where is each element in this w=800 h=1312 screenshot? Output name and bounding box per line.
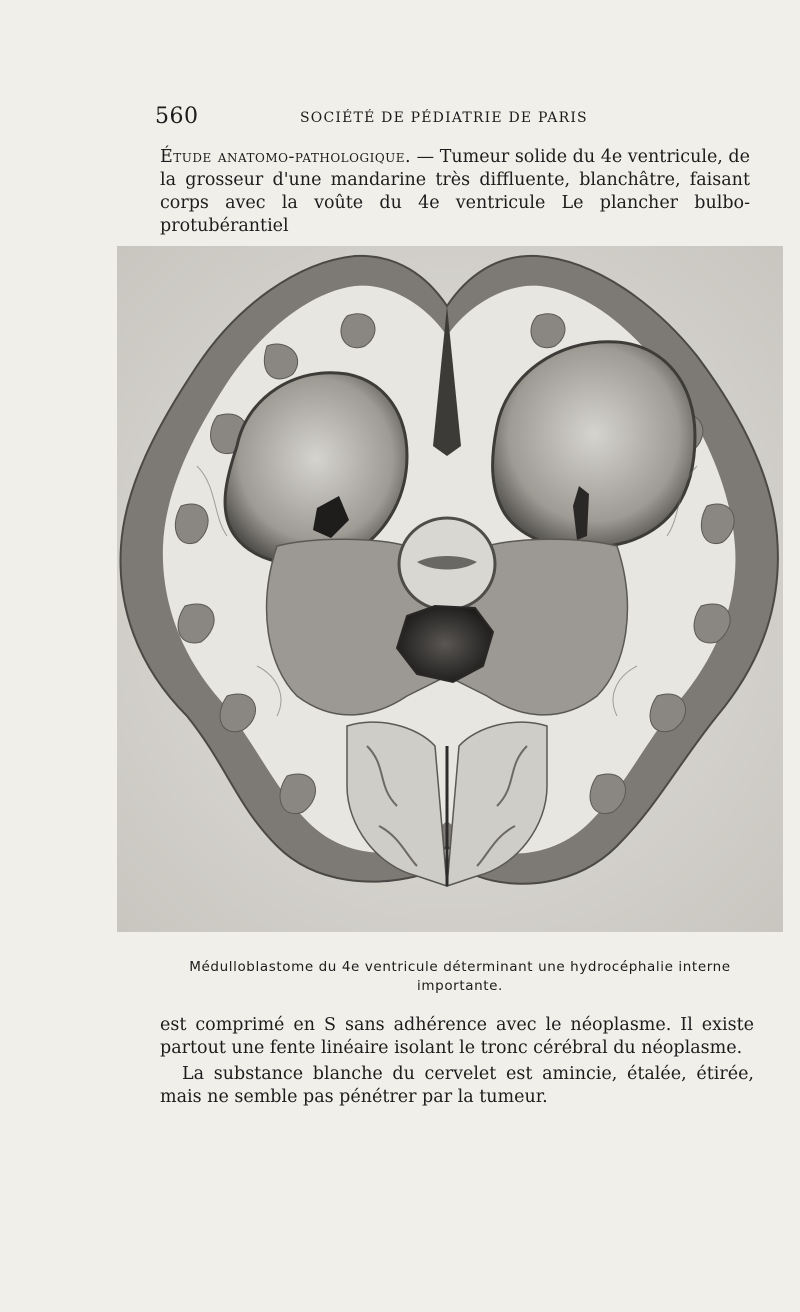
paragraph-study-text: — Tumeur solide du 4e ventricule, de la grosseur d'une mandarine très diffluente, blanchâtre, faisant corps avec la voûte du 4e ventricule Le plancher bulbo-protubérantiel [160, 147, 750, 236]
caption-line-2: importante. [417, 978, 503, 994]
caption-line-1: Médulloblastome du 4e ventricule déterminant une hydrocéphalie interne [189, 959, 731, 975]
paragraph-cerebellum: La substance blanche du cervelet est amincie, étalée, étirée, mais ne semble pas pénétrer par la tumeur. [160, 1064, 754, 1107]
paragraph-study [160, 146, 750, 238]
brain-section-photograph [117, 246, 783, 932]
figure-caption [160, 958, 760, 996]
page-number: 560 [155, 104, 199, 129]
running-head: SOCIÉTÉ DE PÉDIATRIE DE PARIS [300, 110, 588, 126]
paragraph-brainstem: est comprimé en S sans adhérence avec le néoplasme. Il existe partout une fente linéaire isolant le tronc cérébral du néoplasme. [160, 1015, 754, 1058]
section-lead: Étude anatomo-pathologique. [160, 147, 412, 167]
